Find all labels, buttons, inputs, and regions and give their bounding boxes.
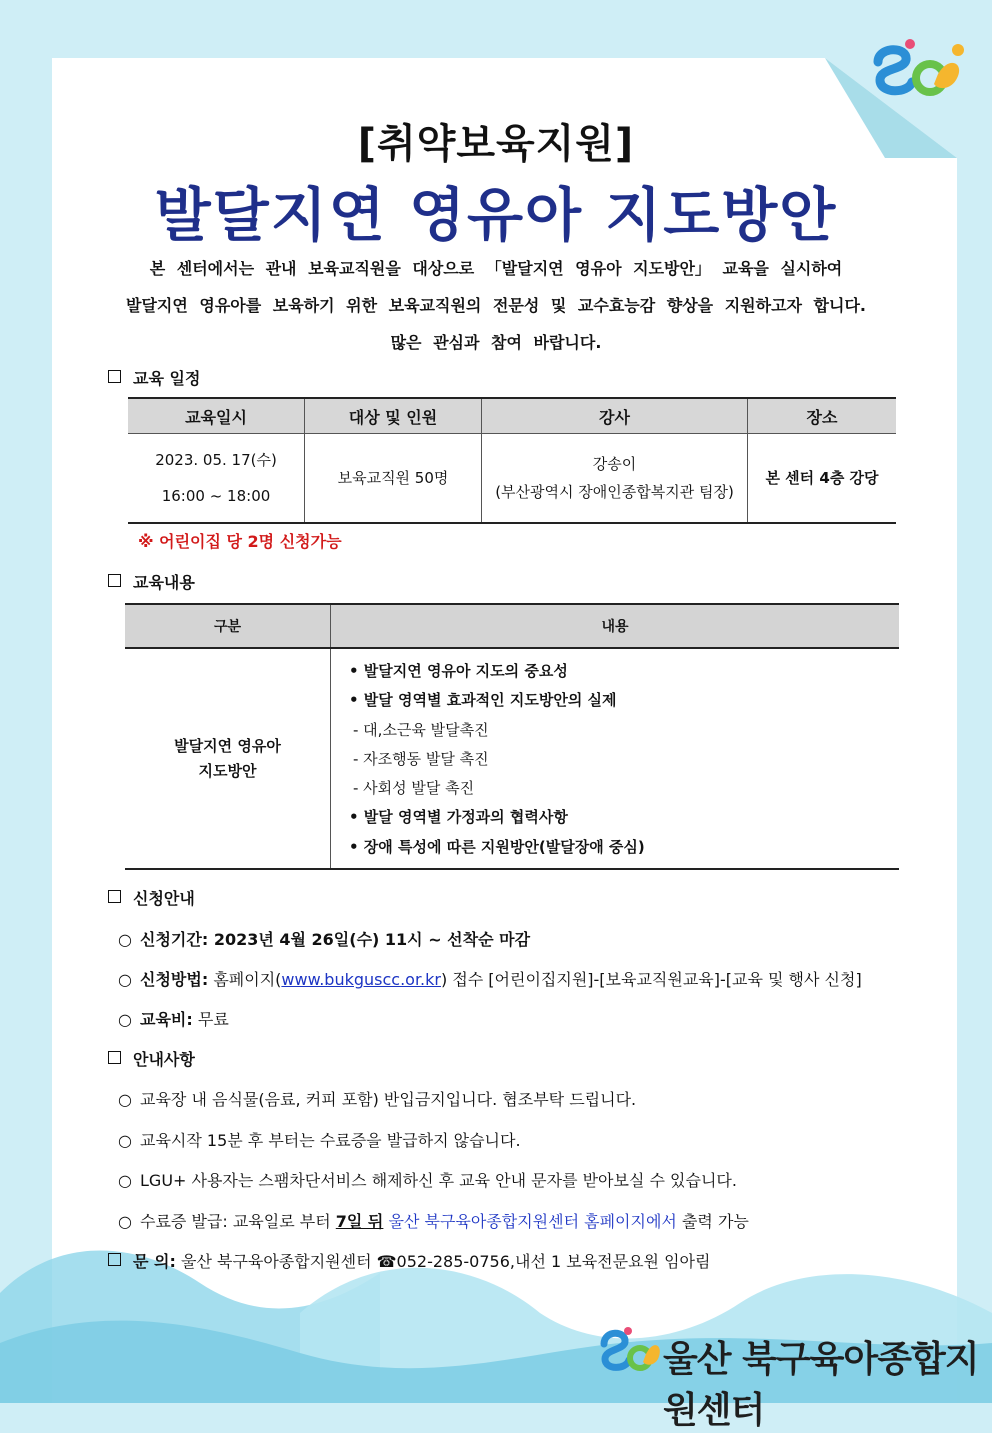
section-apply-heading: 신청안내	[108, 886, 195, 909]
content-table	[125, 603, 899, 870]
square-bullet-icon	[108, 574, 121, 587]
list-item: • 발달 영역별 효과적인 지도방안의 실제	[349, 691, 617, 710]
notice-item: ○ 교육장 내 음식물(음료, 커피 포함) 반입금지입니다. 협조부탁 드립니다.	[118, 1090, 637, 1109]
intro-line-2: 발달지연 영유아를 보육하기 위한 보육교직원의 전문성 및 교수효능감 향상을 지원하고자 합니다.	[125, 296, 867, 315]
schedule-time: 16:00 ~ 18:00	[161, 487, 271, 505]
schedule-target: 보육교직원 50명	[305, 434, 482, 524]
circle-bullet-icon: ○	[118, 970, 132, 989]
table-header-row	[125, 604, 899, 648]
contact-value: 울산 북구육아종합지원센터 ☎052-285-0756,내선 1 보육전문요원 임아림	[180, 1252, 711, 1271]
table-row	[125, 648, 899, 869]
homepage-link[interactable]: www.bukguscc.or.kr	[281, 970, 441, 989]
schedule-date: 2023. 05. 17(수)	[155, 451, 277, 469]
section-content-heading: 교육내용	[108, 570, 195, 593]
application-limit-note: ※ 어린이집 당 2명 신청가능	[138, 532, 342, 551]
column-header: 장소	[748, 398, 897, 434]
circle-bullet-icon: ○	[118, 930, 132, 949]
apply-fee-label: 교육비:	[140, 1010, 193, 1029]
apply-method-item	[118, 967, 862, 990]
notice-item: ○ 수료증 발급: 교육일로 부터 7일 뒤 울산 북구육아종합지원센터 홈페이지에서 출력 가능	[118, 1212, 749, 1231]
apply-method-pre: 홈페이지(	[213, 970, 282, 989]
notice-item-emphasis: 7일 뒤	[335, 1212, 384, 1231]
intro-line-3: 많은 관심과 참여 바랍니다.	[390, 333, 602, 352]
list-item: - 자조행동 발달 촉진	[353, 749, 489, 768]
list-item: - 사회성 발달 촉진	[353, 779, 475, 798]
apply-fee-item	[118, 1007, 229, 1030]
circle-bullet-icon: ○	[118, 1212, 132, 1231]
table-row	[128, 434, 896, 524]
notice-item: ○ LGU+ 사용자는 스팸차단서비스 해제하신 후 교육 안내 문자를 받아보실 수 있습니다.	[118, 1171, 737, 1190]
footer-logo-icon	[596, 1322, 662, 1378]
section-schedule-heading: 교육 일정	[108, 366, 200, 389]
column-header: 대상 및 인원	[305, 398, 482, 434]
schedule-lecturer-cell	[482, 434, 748, 524]
list-item: • 발달 영역별 가정과의 협력사항	[349, 808, 568, 827]
footer-org-name: 울산 북구육아종합지원센터	[663, 1339, 979, 1431]
lecturer-name: 강송이	[592, 455, 637, 473]
square-bullet-icon	[108, 1253, 121, 1266]
apply-period-label: 신청기간:	[140, 930, 209, 949]
list-item: • 발달지연 영유아 지도의 중요성	[349, 662, 568, 680]
contact-line	[108, 1249, 710, 1272]
apply-period-value: 2023년 4월 26일(수) 11시 ~ 선착순 마감	[213, 930, 531, 949]
category-line: 지도방안	[198, 761, 257, 780]
center-logo-icon	[868, 34, 968, 104]
circle-bullet-icon: ○	[118, 1171, 132, 1190]
apply-fee-value: 무료	[197, 1010, 229, 1029]
page-title: 발달지연 영유아 지도방안	[154, 181, 838, 249]
section-notice-heading: 안내사항	[108, 1047, 195, 1070]
apply-method-post: ) 접수 [어린이집지원]-[보육교직원교육]-[교육 및 행사 신청]	[440, 970, 862, 989]
intro-line-1: 본 센터에서는 관내 보육교직원을 대상으로 「발달지연 영유아 지도방안」 교육을 실시하여	[149, 259, 843, 278]
content-category-cell	[125, 648, 331, 869]
notice-item: ○ 교육시작 15분 후 부터는 수료증을 발급하지 않습니다.	[118, 1131, 521, 1150]
content-list-cell	[331, 648, 900, 869]
contact-label: 문 의:	[133, 1252, 176, 1271]
circle-bullet-icon: ○	[118, 1010, 132, 1029]
notice-item-blue-text: 울산 북구육아종합지원센터 홈페이지에서	[388, 1212, 677, 1231]
square-bullet-icon	[108, 890, 121, 903]
apply-period-item	[118, 927, 530, 950]
square-bullet-icon	[108, 1051, 121, 1064]
lecturer-org: (부산광역시 장애인종합복지관 팀장)	[495, 483, 734, 501]
schedule-datetime-cell	[128, 434, 305, 524]
column-header: 강사	[482, 398, 748, 434]
schedule-table	[128, 397, 896, 524]
list-item: - 대,소근육 발달촉진	[353, 720, 489, 739]
column-header: 교육일시	[128, 398, 305, 434]
circle-bullet-icon: ○	[118, 1131, 132, 1150]
list-item: • 장애 특성에 따른 지원방안(발달장애 중심)	[349, 837, 645, 856]
square-bullet-icon	[108, 370, 121, 383]
column-header: 구분	[125, 604, 331, 648]
column-header: 내용	[331, 604, 900, 648]
apply-method-label: 신청방법:	[140, 970, 209, 989]
schedule-place: 본 센터 4층 강당	[748, 434, 897, 524]
category-line: 발달지연 영유아	[174, 736, 281, 755]
page-subtitle: [취약보육지원]	[357, 121, 635, 167]
table-header-row	[128, 398, 896, 434]
circle-bullet-icon: ○	[118, 1090, 132, 1109]
